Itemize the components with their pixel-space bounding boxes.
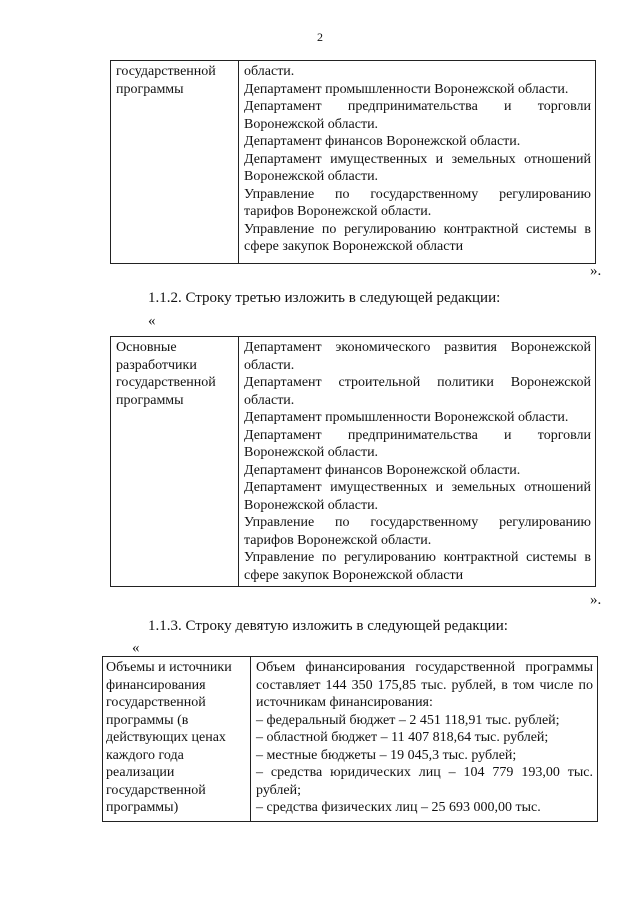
section-heading-1-1-3: 1.1.3. Строку девятую изложить в следующей редакции:: [148, 618, 508, 634]
content-paragraph: – средства юридических лиц – 104 779 193,00 тыс. рублей;: [256, 765, 593, 798]
row-label: Основные разработчики государственной программы: [111, 337, 239, 587]
table-program-executors-continued: [110, 60, 596, 264]
closing-quote: ».: [590, 592, 602, 608]
table-row: [111, 61, 596, 264]
content-paragraph: Управление по регулированию контрактной системы в сфере закупок Воронежской области: [244, 221, 591, 254]
content-paragraph: Департамент предпринимательства и торговли Воронежской области.: [244, 99, 591, 132]
content-paragraph: Управление по регулированию контрактной системы в сфере закупок Воронежской области: [244, 550, 591, 583]
row-label: государственной программы: [111, 61, 239, 264]
content-paragraph: Департамент финансов Воронежской области.: [244, 462, 521, 478]
closing-quote: ».: [590, 263, 602, 279]
content-paragraph: – местные бюджеты – 19 045,3 тыс. рублей;: [256, 747, 517, 763]
content-paragraph: Объем финансирования государственной программы составляет 144 350 175,85 тыс. рублей, в том числе по источникам финансирования:: [256, 660, 593, 710]
content-paragraph: – областной бюджет – 11 407 818,64 тыс. рублей;: [256, 730, 549, 745]
content-paragraph: Управление по государственному регулированию тарифов Воронежской области.: [244, 515, 591, 548]
row-content: [251, 657, 598, 822]
opening-quote: «: [148, 313, 156, 329]
table-row: [111, 337, 596, 587]
content-paragraph: Департамент предпринимательства и торговли Воронежской области.: [244, 427, 591, 460]
content-paragraph: Управление по государственному регулированию тарифов Воронежской области.: [244, 186, 591, 219]
content-paragraph: Департамент имущественных и земельных отношений Воронежской области.: [244, 151, 591, 184]
content-paragraph: Департамент строительной политики Воронежской области.: [244, 375, 591, 408]
content-paragraph: – федеральный бюджет – 2 451 118,91 тыс. рублей;: [256, 712, 560, 728]
content-paragraph: области.: [244, 64, 295, 79]
content-paragraph: – средства физических лиц – 25 693 000,00 тыс.: [256, 800, 541, 815]
content-paragraph: Департамент промышленности Воронежской области.: [244, 410, 569, 425]
page-number: 2: [317, 30, 323, 44]
content-paragraph: Департамент имущественных и земельных отношений Воронежской области.: [244, 480, 591, 513]
table-main-developers: [110, 336, 596, 587]
content-paragraph: Департамент финансов Воронежской области.: [244, 134, 521, 149]
table-row: [103, 657, 598, 822]
content-paragraph: Департамент экономического развития Воронежской области.: [244, 340, 591, 373]
row-content: [239, 337, 596, 587]
row-label: Объемы и источники финансирования государственной программы (в действующих ценах каждого года реализации государственной программы): [103, 657, 251, 822]
section-heading-1-1-2: 1.1.2. Строку третью изложить в следующей редакции:: [148, 290, 501, 306]
row-content: [239, 61, 596, 264]
opening-quote: «: [132, 640, 140, 656]
table-funding-volumes: [102, 656, 598, 822]
content-paragraph: Департамент промышленности Воронежской области.: [244, 81, 569, 97]
